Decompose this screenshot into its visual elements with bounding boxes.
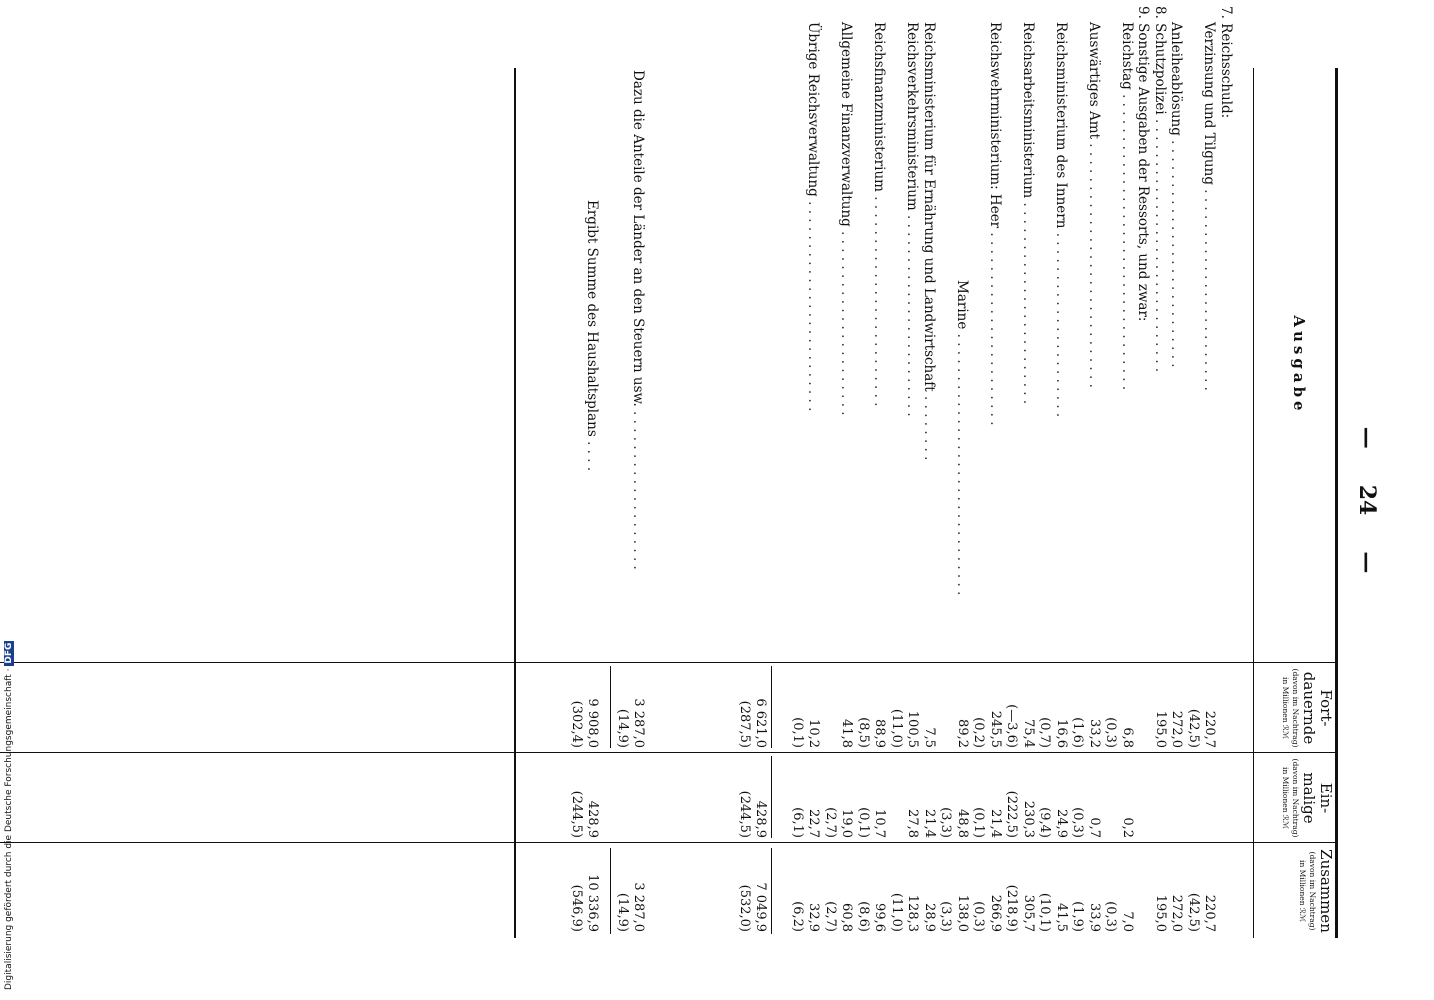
cell-a: 6,8 — [1120, 727, 1135, 748]
row-label: 7. Reichsschuld: — [1218, 6, 1234, 119]
row-label: Übrige Reichsverwaltung . . . . . . . . . . . . . . . . . . . . . . . . . — [805, 22, 822, 412]
subtotal-rule — [771, 848, 772, 934]
cell-c: (6,2) — [790, 901, 805, 932]
cell-a: 220,7 — [1202, 710, 1218, 748]
cell-c: (11,0) — [889, 892, 904, 932]
cell-c: (3,3) — [938, 901, 954, 932]
row-label: 9. Sonstige Ausgaben der Ressorts, und zwar: — [1135, 6, 1152, 322]
cell-b: 24,9 — [1054, 809, 1069, 838]
row-label: Anleiheablösung . . . . . . . . . . . . . . . . . . . . . . . . . . . — [1168, 22, 1185, 368]
cell-b: 27,8 — [905, 809, 921, 838]
cell-c: 138,0 — [955, 894, 970, 932]
cell-c: 60,8 — [839, 903, 855, 932]
cell-c: (218,9) — [1004, 884, 1020, 932]
cell-a: 7,5 — [922, 727, 937, 748]
total-fortdauernde-nachtrag: (302,4) — [569, 700, 584, 748]
column-divider — [0, 662, 1338, 663]
subtotal-zusammen: 7 049,9 — [753, 882, 768, 932]
cell-a: 245,5 — [988, 710, 1003, 748]
cell-c: 272,0 — [1169, 894, 1185, 932]
cell-c: 128,3 — [905, 894, 921, 932]
cell-c: 28,9 — [922, 903, 937, 932]
row-label: Reichsarbeitsministerium . . . . . . . . . . . . . . . . . . . . . . . . — [1020, 22, 1036, 405]
subtotal-fortdauernde: 6 621,0 — [753, 698, 768, 748]
cell-a: 33,2 — [1087, 719, 1102, 748]
row-label: Reichsverkehrsministerium . . . . . . . . . . . . . . . . . . . . . . . . — [904, 22, 921, 417]
cell-a: (—3,6) — [1004, 704, 1020, 748]
table-header-rule — [1253, 68, 1254, 938]
row-label: Allgemeine Finanzverwaltung . . . . . . . . . . . . . . . . . . . . . . — [838, 22, 855, 416]
cell-c: 266,9 — [988, 894, 1003, 932]
total-zusammen: 10 336,9 — [585, 874, 600, 932]
cell-a: 16,6 — [1054, 719, 1069, 748]
row-label: Auswärtiges Amt . . . . . . . . . . . . . . . . . . . . . . . . . . . . . — [1086, 22, 1102, 388]
cell-c: (10,1) — [1037, 892, 1053, 932]
cell-c: 7,0 — [1120, 911, 1135, 932]
row-label: Reichsfinanzministerium . . . . . . . . . . . . . . . . . . . . . . . . . — [871, 22, 888, 407]
cell-a: 10,2 — [806, 719, 822, 748]
cell-c: (42,5) — [1186, 892, 1201, 932]
laender-fortdauernde-nachtrag: (14,9) — [615, 708, 630, 748]
column-header-zusammen: Zusammen (davon im Nachtrag) in Millionen ℛℳ — [1298, 849, 1335, 933]
laender-rule — [610, 848, 611, 934]
total-fortdauernde: 9 908,0 — [585, 698, 600, 748]
page-number-line: —24— — [1354, 426, 1380, 574]
cell-c: (2,7) — [823, 901, 838, 932]
cell-a: 100,5 — [905, 710, 921, 748]
row-label: Reichsministerium für Ernährung und Landwirtschaft . . . . . . . . — [921, 22, 937, 461]
total-einmalige-nachtrag: (244,5) — [569, 790, 584, 838]
row-label: Verzinsung und Tilgung . . . . . . . . . . . . . . . . . . . . . . . . — [1201, 22, 1218, 391]
row-label: Reichsministerium des Innern . . . . . . . . . . . . . . . . . . . . . . — [1053, 22, 1069, 418]
laender-zusammen: 3 287,0 — [631, 882, 646, 932]
cell-b: 21,4 — [988, 809, 1003, 838]
total-zusammen-nachtrag: (546,9) — [569, 884, 584, 932]
subtotal-rule — [771, 666, 772, 748]
cell-b: (9,4) — [1037, 807, 1053, 838]
table-top-rule — [1335, 68, 1338, 938]
subtotal-fortdauernde-nachtrag: (287,5) — [737, 700, 752, 748]
column-header-fortdauernde: Fort- dauernde (davon im Nachtrag) in Millionen ℛℳ — [1281, 668, 1335, 748]
cell-b: 0,2 — [1120, 817, 1135, 838]
cell-a: 41,8 — [839, 719, 855, 748]
column-header-einmalige: Ein- malige (davon im Nachtrag) in Millionen ℛℳ — [1281, 758, 1335, 838]
subtotal-einmalige: 428,9 — [753, 800, 768, 838]
row-label: Reichstag . . . . . . . . . . . . . . . . . . . . . . . . . . . . . . . . . . . — [1119, 22, 1135, 391]
cell-c: 32,9 — [806, 903, 822, 932]
page-number: 24 — [1354, 484, 1380, 516]
row-label: Marine . . . . . . . . . . . . . . . . . . . . . . . . . . . . . . . — [954, 280, 970, 596]
cell-a: (0,2) — [971, 717, 987, 748]
cell-a: 195,0 — [1153, 710, 1168, 748]
subtotal-rule — [771, 756, 772, 838]
cell-c: 305,7 — [1021, 894, 1036, 932]
cell-a: 89,2 — [955, 719, 970, 748]
cell-c: 33,9 — [1087, 903, 1102, 932]
cell-c: 99,6 — [872, 903, 888, 932]
cell-b: (222,5) — [1004, 790, 1020, 838]
cell-c: 220,7 — [1202, 894, 1218, 932]
cell-c: 195,0 — [1153, 894, 1168, 932]
column-divider — [0, 842, 1338, 843]
laender-fortdauernde: 3 287,0 — [631, 698, 646, 748]
cell-b: (2,7) — [823, 807, 838, 838]
cell-c: 41,5 — [1054, 903, 1069, 932]
cell-a: (1,6) — [1070, 717, 1086, 748]
subtotal-zusammen-nachtrag: (532,0) — [737, 884, 752, 932]
cell-a: 272,0 — [1169, 710, 1185, 748]
row-label: Reichswehrministerium: Heer . . . . . . . . . . . . . . . . . . . . . . . — [987, 22, 1003, 426]
cell-b: 230,3 — [1021, 800, 1036, 838]
cell-b: 21,4 — [922, 809, 937, 838]
cell-c: (0,3) — [971, 901, 987, 932]
column-divider — [0, 752, 1338, 753]
cell-a: (42,5) — [1186, 708, 1201, 748]
cell-c: (8,6) — [856, 901, 871, 932]
cell-a: (0,1) — [790, 717, 805, 748]
cell-b: 10,7 — [872, 809, 888, 838]
cell-a: (11,0) — [889, 708, 904, 748]
sponsor-note: Digitalisierung gefördert durch die Deutsche Forschungsgemeinschaft · DFG — [4, 642, 14, 990]
row-label: 8. Schutzpolizei . . . . . . . . . . . . . . . . . . . . . . . . . . . . . . — [1152, 6, 1168, 373]
cell-a: (0,7) — [1037, 717, 1053, 748]
cell-b: 0,7 — [1087, 817, 1102, 838]
cell-c: (0,3) — [1103, 901, 1119, 932]
cell-b: (0,1) — [971, 807, 987, 838]
cell-b: (3,3) — [938, 807, 954, 838]
total-einmalige: 428,9 — [585, 800, 600, 838]
cell-a: (8,5) — [856, 717, 871, 748]
cell-b: (6,1) — [790, 807, 805, 838]
laender-row-label: Dazu die Anteile der Länder an den Steuern usw. . . . . . . . . . . . . . . . . . . . — [630, 70, 646, 570]
total-row-label: Ergibt Summe des Haushaltsplans . . . . — [584, 200, 600, 472]
table-heading: Ausgabe — [1290, 315, 1308, 415]
cell-a: (0,3) — [1103, 717, 1119, 748]
cell-b: (0,1) — [856, 807, 871, 838]
cell-b: 48,8 — [955, 809, 970, 838]
dfg-logo: DFG — [4, 642, 14, 664]
cell-b: 22,7 — [806, 809, 822, 838]
cell-a: 88,9 — [872, 719, 888, 748]
laender-rule — [610, 666, 611, 748]
cell-b: (0,3) — [1070, 807, 1086, 838]
laender-zusammen-nachtrag: (14,9) — [615, 892, 630, 932]
subtotal-einmalige-nachtrag: (244,5) — [737, 790, 752, 838]
cell-c: (1,9) — [1070, 901, 1086, 932]
cell-a: 75,4 — [1021, 719, 1036, 748]
table-bottom-rule — [514, 68, 516, 938]
cell-b: 19,0 — [839, 809, 855, 838]
